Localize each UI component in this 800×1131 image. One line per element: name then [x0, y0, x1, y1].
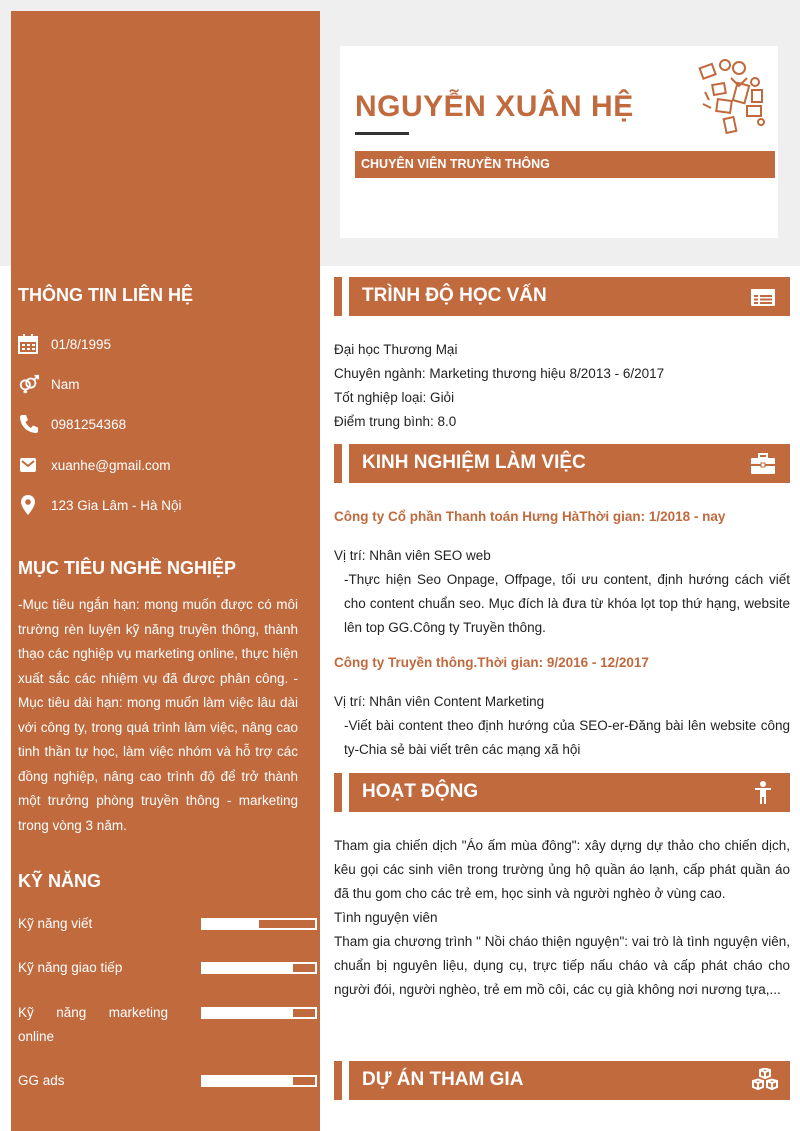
activities-section-header	[334, 773, 790, 812]
job-details	[334, 544, 790, 640]
job-position: Vị trí: Nhân viên SEO web	[334, 548, 491, 563]
briefcase-icon	[750, 451, 776, 477]
contact-item-birthday	[18, 333, 298, 357]
experience-section-title: KINH NGHIỆM LÀM VIỆC	[362, 452, 586, 473]
location-icon	[18, 494, 40, 516]
contact-item-gender	[18, 373, 298, 397]
phone-value[interactable]: 0981254368	[51, 417, 127, 432]
phone-icon	[18, 413, 40, 435]
education-section-header	[334, 277, 790, 316]
projects-section-title: DỰ ÁN THAM GIA	[362, 1069, 524, 1090]
objective-text: -Mục tiêu ngắn hạn: mong muốn được có môi trường rèn luyện kỹ năng truyền thông, thành thạo các nghiệp vụ marketing online, thực hiện xuất sắc các nhiệm vụ đã được phân công. -Mục tiêu dài hạn: mong muốn làm việc lâu dài với công ty, trong quá trình làm việc, nâng cao tinh thần tự học, làm việc nhóm và hỗ trợ các đồng nghiệp, nâng cao trình độ để trở thành một trưởng phòng truyền thông - marketing trong vòng 3 năm.	[18, 597, 298, 833]
skill-label: Kỹ năng viết	[18, 916, 93, 931]
skill-bar	[201, 1075, 317, 1087]
education-line: Chuyên ngành: Marketing thương hiệu 8/2013 - 6/2017	[334, 366, 665, 381]
skill-label: Kỹ năng marketing online	[18, 1005, 168, 1044]
skill-bar-fill	[203, 1009, 293, 1017]
projects-section-header	[334, 1061, 790, 1100]
contact-section-title: THÔNG TIN LIÊN HỆ	[18, 285, 193, 305]
job-description: -Viết bài content theo định hướng của SEO-er-Đăng bài lên website công ty-Chia sẻ bài viết trên các mạng xã hội	[344, 718, 790, 757]
email-icon	[18, 454, 40, 476]
header-notch	[342, 773, 349, 812]
education-line: Điểm trung bình: 8.0	[334, 414, 457, 429]
candidate-name: NGUYỄN XUÂN HỆ	[355, 90, 634, 123]
activities-details	[334, 834, 790, 1002]
header-notch	[342, 277, 349, 316]
name-underline	[355, 132, 409, 135]
job-company: Công ty Cổ phần Thanh toán Hưng HàThời gian: 1/2018 - nay	[334, 509, 726, 524]
objective-section-title: MỤC TIÊU NGHỀ NGHIỆP	[18, 558, 237, 578]
education-line: Tốt nghiệp loại: Giỏi	[334, 390, 455, 405]
contact-item-email	[18, 454, 298, 478]
gender-value: Nam	[51, 377, 80, 392]
education-section-title: TRÌNH ĐỘ HỌC VẤN	[362, 285, 547, 306]
header-notch	[342, 444, 349, 483]
header-card	[340, 46, 778, 238]
job-company: Công ty Truyền thông.Thời gian: 9/2016 - 12/2017	[334, 655, 649, 670]
skill-label: Kỹ năng giao tiếp	[18, 960, 123, 975]
job-description: -Thực hiện Seo Onpage, Offpage, tối ưu content, định hướng cách viết cho content chuẩn seo. Mục đích là đưa từ khóa lọt top thứ hạng, website lên top GG.Công ty Truyền thông.	[344, 572, 790, 635]
skill-bar	[201, 962, 317, 974]
id-card-icon	[750, 284, 776, 310]
skill-bar-fill	[203, 964, 293, 972]
job-details	[334, 690, 790, 762]
cubes-icon	[750, 1068, 780, 1094]
email-value[interactable]: xuanhe@gmail.com	[51, 458, 171, 473]
header-notch	[342, 1061, 349, 1100]
activities-section-title: HOẠT ĐỘNG	[362, 781, 479, 802]
birthday-value: 01/8/1995	[51, 337, 112, 352]
gender-icon	[18, 373, 40, 395]
contact-item-phone	[18, 413, 298, 437]
skill-label: GG ads	[18, 1073, 65, 1088]
people-illustration-icon	[695, 56, 775, 136]
address-value: 123 Gia Lâm - Hà Nội	[51, 498, 182, 513]
skill-bar-fill	[203, 920, 259, 928]
activity-paragraph: Tham gia chương trình " Nồi cháo thiện nguyện": vai trò là tình nguyện viên, chuẩn bị nguyên liệu, dụng cụ, trực tiếp nấu cháo và cấp phát cháo cho người đói, người nghèo, trẻ em mồ côi, các cụ già không nơi nương tựa,...	[334, 934, 790, 997]
education-line: Đại học Thương Mại	[334, 342, 458, 357]
skills-section-title: KỸ NĂNG	[18, 871, 102, 891]
activity-line: Tình nguyện viên	[334, 910, 438, 925]
job-title-bar: CHUYÊN VIÊN TRUYỀN THÔNG	[355, 151, 775, 178]
activity-paragraph: Tham gia chiến dịch "Áo ấm mùa đông": xây dựng dự thảo cho chiến dịch, kêu gọi các sinh viên trong trường ủng hộ quần áo lạnh, cấp phát quần áo đã thu gom cho các trẻ em, học sinh và người nghèo ở vùng cao.	[334, 838, 790, 901]
skill-bar-fill	[203, 1077, 293, 1085]
contact-item-address	[18, 494, 298, 518]
education-details	[334, 338, 790, 434]
job-position: Vị trí: Nhân viên Content Marketing	[334, 694, 545, 709]
skill-bar	[201, 918, 317, 930]
person-icon	[750, 780, 776, 806]
experience-section-header	[334, 444, 790, 483]
skill-bar	[201, 1007, 317, 1019]
calendar-icon	[18, 333, 40, 355]
